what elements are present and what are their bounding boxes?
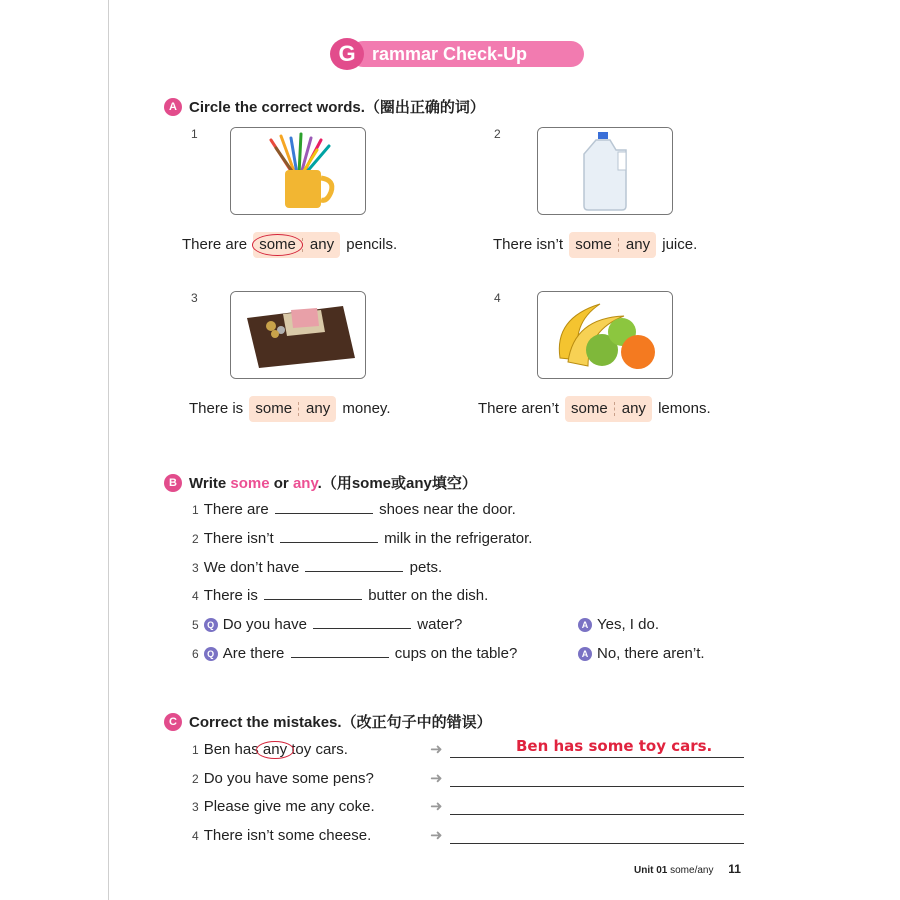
option-any[interactable]: any — [625, 236, 651, 253]
b-item-1: 1 There are shoes near the door. — [192, 501, 516, 518]
section-b-badge: B — [164, 474, 182, 492]
option-any[interactable]: any — [309, 236, 335, 253]
wallet-with-money-image — [230, 291, 366, 379]
arrow-icon: ➜ — [430, 827, 443, 844]
option-any[interactable]: any — [306, 400, 331, 417]
fill-blank[interactable] — [291, 643, 389, 658]
b-answer-5: A Yes, I do. — [578, 614, 659, 636]
page-footer — [634, 862, 741, 876]
b-item-4: 4 There is butter on the dish. — [192, 587, 489, 604]
c-item-4: 4 There isn’t some cheese. — [192, 827, 372, 844]
b-item-5: 5 Q Do you have water? — [192, 616, 463, 633]
choice-box — [253, 232, 340, 258]
option-some-circled[interactable]: some — [259, 232, 296, 258]
circled-mistake: any — [263, 739, 287, 761]
item-number: 3 — [191, 291, 198, 305]
footer-topic: some/any — [670, 865, 714, 876]
c-item-2: 2 Do you have some pens? — [192, 770, 374, 787]
answer-line[interactable] — [450, 842, 744, 844]
item-number: 4 — [494, 291, 501, 305]
page-edge — [108, 0, 109, 900]
sentence-a1: There are some any pencils. — [182, 232, 397, 258]
question-icon: Q — [204, 647, 218, 661]
answer-icon: A — [578, 647, 592, 661]
section-c-heading: C Correct the mistakes.（改正句子中的错误） — [164, 711, 492, 731]
handwritten-answer: Ben has some toy cars. — [516, 737, 713, 755]
choice-box — [565, 396, 652, 422]
b-answer-6: A No, there aren’t. — [578, 643, 705, 665]
page-number: 11 — [728, 862, 741, 876]
arrow-icon: ➜ — [430, 798, 443, 815]
choice-box — [249, 396, 336, 422]
sentence-a4: There aren’t some any lemons. — [478, 396, 711, 422]
fill-blank[interactable] — [305, 557, 403, 572]
fruit-image — [537, 291, 673, 379]
c-item-3: 3 Please give me any coke. — [192, 798, 375, 815]
option-any[interactable]: any — [621, 400, 646, 417]
section-b-heading: B Write some or any.（用some或any填空） — [164, 472, 477, 492]
b-item-6: 6 Q Are there cups on the table? — [192, 645, 518, 662]
section-c-badge: C — [164, 713, 182, 731]
question-icon: Q — [204, 618, 218, 632]
answer-line[interactable] — [450, 756, 744, 758]
fill-blank[interactable] — [280, 528, 378, 543]
choice-box — [569, 232, 656, 258]
item-number: 2 — [494, 127, 501, 141]
footer-unit: Unit 01 — [634, 865, 668, 876]
pencils-in-mug-image — [230, 127, 366, 215]
b-item-2: 2 There isn’t milk in the refrigerator. — [192, 530, 533, 547]
section-a-heading: A Circle the correct words.（圈出正确的词） — [164, 96, 485, 116]
answer-line[interactable] — [450, 813, 744, 815]
option-some[interactable]: some — [255, 400, 293, 417]
answer-icon: A — [578, 618, 592, 632]
option-some[interactable]: some — [575, 236, 612, 253]
empty-jug-image — [537, 127, 673, 215]
fill-blank[interactable] — [275, 499, 373, 514]
sentence-a2: There isn’t some any juice. — [493, 232, 697, 258]
arrow-icon: ➜ — [430, 770, 443, 787]
section-a-badge: A — [164, 98, 182, 116]
fill-blank[interactable] — [313, 614, 411, 629]
b-item-3: 3 We don’t have pets. — [192, 559, 443, 576]
item-number: 1 — [191, 127, 198, 141]
sentence-a3: There is some any money. — [189, 396, 390, 422]
answer-line[interactable] — [450, 785, 744, 787]
arrow-icon: ➜ — [430, 741, 443, 758]
title-text: rammar Check-Up — [350, 41, 584, 67]
fill-blank[interactable] — [264, 585, 362, 600]
option-some[interactable]: some — [571, 400, 608, 417]
title-badge: G — [330, 38, 364, 70]
c-item-1: 1 Ben has any toy cars. — [192, 739, 348, 761]
